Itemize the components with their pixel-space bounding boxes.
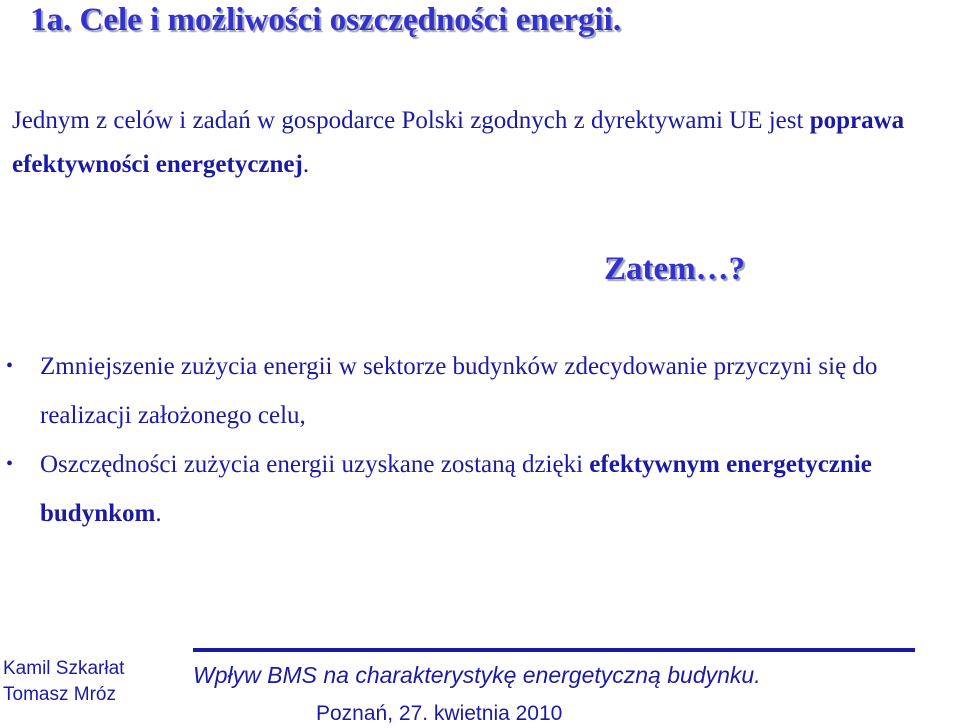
footer-date: Poznań, 27. kwietnia 2010 — [316, 702, 563, 725]
footer-subject: Wpływ BMS na charakterystykę energetyczną budynku. — [193, 662, 761, 688]
footer-divider — [193, 648, 915, 652]
slide-title: 1a. Cele i możliwości oszczędności energii. — [30, 2, 622, 38]
bullet-marker: • — [6, 355, 14, 377]
footer-author-1: Kamil Szkarłat — [3, 658, 125, 679]
bullet-list — [0, 342, 959, 538]
intro-end: . — [302, 151, 310, 178]
bullet-text: Zmniejszenie zużycia energii w sektorze budynków zdecydowanie przyczyni się do realizacji założonego celu, — [40, 353, 878, 429]
bullet-text: Oszczędności zużycia energii uzyskane zostaną dzięki — [40, 451, 590, 478]
footer-authors — [3, 656, 124, 708]
intro-paragraph — [12, 99, 957, 187]
zatem-heading: Zatem…? — [604, 251, 746, 287]
intro-bold-text: poprawa efektywności energetycznej — [12, 107, 905, 178]
bullet-marker: • — [6, 453, 14, 475]
intro-text: Jednym z celów i zadań w gospodarce Polski zgodnych z dyrektywami UE jest — [12, 107, 810, 134]
bullet-item-2 — [0, 440, 959, 538]
bullet-end: . — [155, 500, 162, 527]
footer-author-2: Tomasz Mróz — [3, 684, 116, 705]
bullet-item-1 — [0, 342, 959, 440]
bullet-bold-text: efektywnym energetycznie budynkom — [40, 451, 872, 527]
